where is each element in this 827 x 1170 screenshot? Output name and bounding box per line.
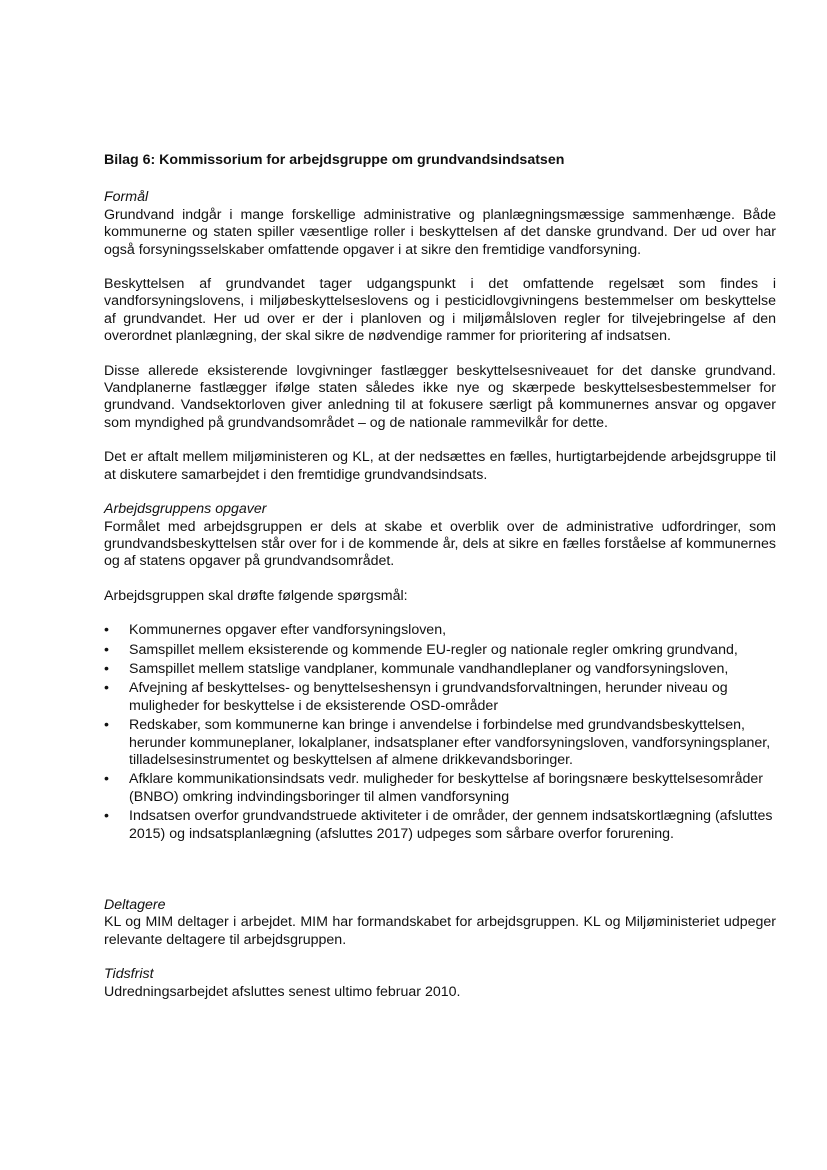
tidsfrist-paragraph: Udredningsarbejdet afsluttes senest ultimo februar 2010. (104, 983, 461, 1000)
formaal-paragraph-4: Det er aftalt mellem miljøministeren og KL, at der nedsættes en fælles, hurtigtarbejdende arbejdsgruppe til at diskutere samarbejdet i den fremtidige grundvandsindsats. (104, 449, 776, 483)
section-heading-deltagere: Deltagere (104, 897, 166, 913)
opgaver-paragraph-2: Arbejdsgruppen skal drøfte følgende spørgsmål: (104, 587, 408, 604)
document-title: Bilag 6: Kommissorium for arbejdsgruppe om grundvandsindsatsen (104, 152, 565, 168)
list-item (104, 622, 776, 639)
list-item-text: Samspillet mellem statslige vandplaner, kommunale vandhandleplaner og vandforsyningsloven, (129, 660, 729, 677)
bullet-icon: • (104, 680, 109, 697)
list-item (104, 771, 776, 806)
bullet-icon: • (104, 622, 109, 639)
list-item (104, 717, 776, 769)
formaal-paragraph-1: Grundvand indgår i mange forskellige administrative og planlægningsmæssige sammenhænge. Både kommunerne og staten spiller væsentlige roller i beskyttelsen af det danske grundvand. Der ud over har også forsyningsselskaber omfattende opgaver i at sikre den fremtidige vandforsyning. (104, 206, 776, 258)
list-item (104, 661, 776, 678)
formaal-paragraph-3: Disse allerede eksisterende lovgivninger fastlægger beskyttelsesniveauet for det danske grundvand. Vandplanerne fastlægger ifølge staten således ikke nye og skærpede beskyttelsesbestemmelser for grundvand. Vandsektorloven giver anledning til at fokusere særligt på kommunernes ansvar og opgaver som myndighed på grundvandsområdet – og de nationale rammevilkår for dette. (104, 362, 776, 431)
list-item-text: Indsatsen overfor grundvandstruede aktiviteter i de områder, der gennem indsatskortlægning (afsluttes 2015) og indsatsplanlægning (afsluttes 2017) udpeges som sårbare overfor forurening. (129, 808, 773, 842)
deltagere-paragraph: KL og MIM deltager i arbejdet. MIM har formandskabet for arbejdsgruppen. KL og Miljøministeriet udpeger relevante deltagere til arbejdsgruppen. (104, 914, 776, 948)
section-heading-tidsfrist: Tidsfrist (104, 966, 154, 983)
bullet-icon: • (104, 808, 109, 825)
list-item (104, 808, 776, 843)
list-item-text: Afvejning af beskyttelses- og benyttelseshensyn i grundvandsforvaltningen, herunder niveau og muligheder for beskyttelse i de eksisterende OSD-områder (129, 680, 728, 714)
list-item (104, 642, 776, 659)
list-item-text: Redskaber, som kommunerne kan bringe i anvendelse i forbindelse med grundvandsbeskyttelsen, herunder kommuneplaner, lokalplaner, indsatsplaner efter vandforsyningsloven, vandforsyningsplaner, tilladelsesinstrumentet og beskyttelsen af almene drikkevandsboringer. (129, 717, 771, 768)
section-spacer (104, 845, 776, 897)
section-heading-opgaver: Arbejdsgruppens opgaver (104, 501, 267, 518)
bullet-icon: • (104, 641, 109, 658)
question-list (104, 622, 776, 843)
document-page (104, 152, 776, 1018)
list-item-text: Afklare kommunikationsindsats vedr. muligheder for beskyttelse af boringsnære beskyttelsesområder (BNBO) omkring indvindingsboringer til almen vandforsyning (129, 771, 764, 805)
section-heading-formaal: Formål (104, 189, 149, 206)
list-item-text: Kommunernes opgaver efter vandforsyningsloven, (129, 622, 447, 639)
formaal-paragraph-2: Beskyttelsen af grundvandet tager udgangspunkt i det omfattende regelsæt som findes i vandforsyningslovens, i miljøbeskyttelseslovens og i pesticidlovgivningens bestemmelser om beskyttelse af grundvandet. Her ud over er der i planloven og i miljømålsloven regler for tilvejebringelse af den overordnet planlægning, der skal sikre de nødvendige rammer for prioritering af indsatsen. (104, 276, 776, 345)
bullet-icon: • (104, 771, 109, 788)
bullet-icon: • (104, 717, 109, 734)
opgaver-paragraph-1: Formålet med arbejdsgruppen er dels at skabe et overblik over de administrative udfordringer, som grundvandsbeskyttelsen står over for i de kommende år, dels at sikre en fælles forståelse af kommunernes og af statens opgaver på grundvandsområdet. (104, 518, 776, 570)
bullet-icon: • (104, 660, 109, 677)
list-item-text: Samspillet mellem eksisterende og kommende EU-regler og nationale regler omkring grundvand, (129, 641, 738, 658)
list-item (104, 680, 776, 715)
